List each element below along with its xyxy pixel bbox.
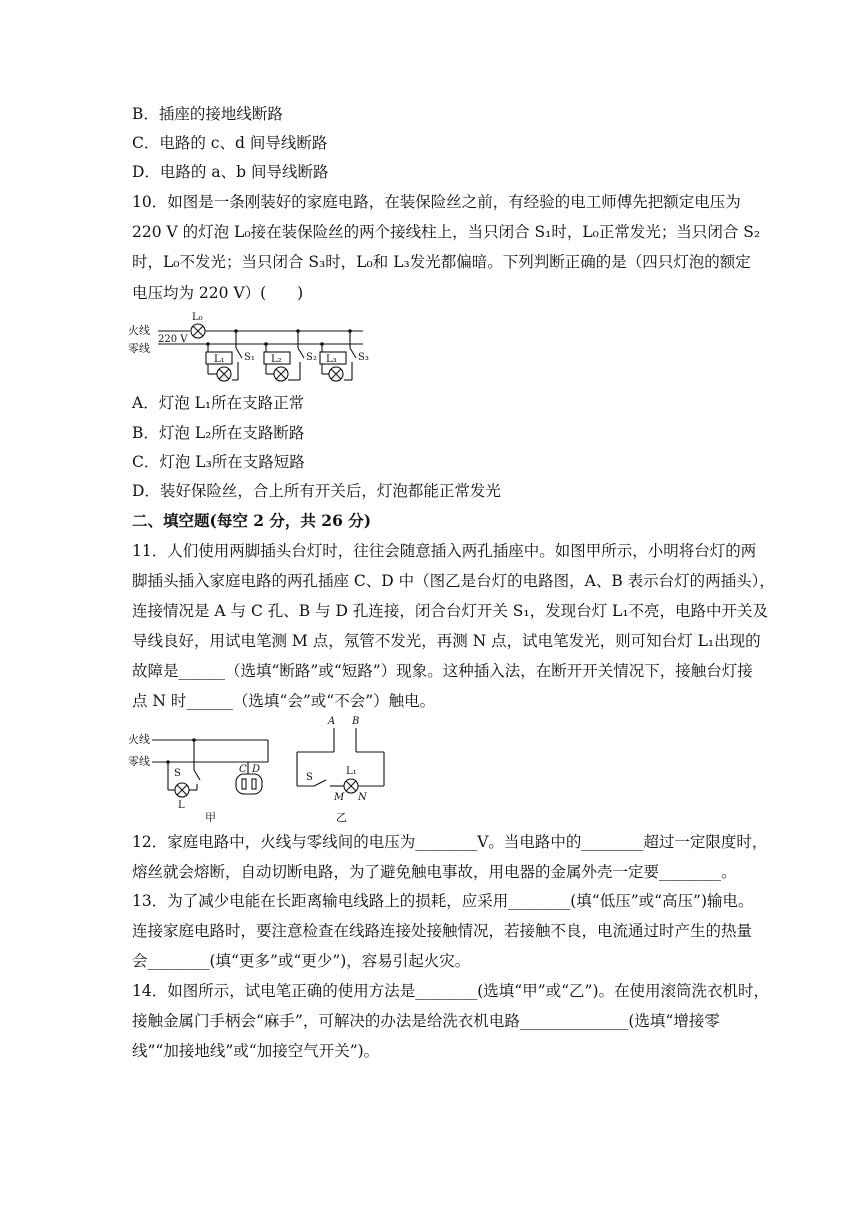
q10-stem-line-3: 时，L₀不发光；当只闭合 S₃时，L₀和 L₃发光都偏暗。下列判断正确的是（四只灯泡的额定: [132, 253, 751, 271]
yi-plug-a-label: A: [328, 716, 336, 727]
yi-plug-b-label: B: [352, 716, 360, 727]
q11-line-3: 连接情况是 A 与 C 孔、B 与 D 孔连接，闭合台灯开关 S₁，发现台灯 L₁不亮，电路中开关及: [132, 602, 769, 620]
jia-socket-d-label: D: [252, 764, 261, 775]
q11-line-1: 11．人们使用两脚插头台灯时，往往会随意插入两孔插座中。如图甲所示，小明将台灯的两: [132, 542, 757, 560]
yi-switch-label: S: [306, 772, 313, 783]
lamp-l2-label: L₂: [271, 354, 282, 365]
q9-option-d: D．电路的 a、b 间导线断路: [132, 163, 329, 181]
voltage-label: 220 V: [158, 334, 188, 345]
q9-option-c: C．电路的 c、d 间导线断路: [132, 134, 328, 152]
switch-s1-label: S₁: [244, 352, 255, 363]
q9-option-b: B．插座的接地线断路: [132, 105, 283, 123]
q10-option-d: D．装好保险丝，合上所有开关后，灯泡都能正常发光: [132, 482, 501, 500]
q13-line-2: 连接家庭电路时，要注意检查在线路连接处接触情况，若接触不良，电流通过时产生的热量: [132, 922, 753, 940]
jia-live-label: 火线: [128, 733, 150, 746]
q13-line-3: 会________(填“更多”或“更少”)，容易引起火灾。: [132, 952, 471, 970]
q10-stem-line-1: 10．如图是一条刚装好的家庭电路，在装保险丝之前，有经验的电工师傅先把额定电压为: [132, 193, 741, 211]
yi-lamp-label: L₁: [346, 766, 357, 777]
q14-line-3: 线”“加接地线”或“加接空气开关”)。: [132, 1042, 380, 1060]
q13-line-1: 13．为了减少电能在长距离输电线路上的损耗，应采用________(填“低压”或“高压”)输电。: [132, 892, 754, 910]
yi-point-n-label: N: [358, 792, 367, 803]
switch-s3-label: S₃: [358, 352, 369, 363]
q12-line-1: 12．家庭电路中，火线与零线间的电压为________V。当电路中的________超过一定限度时，: [132, 833, 768, 851]
yi-point-m-label: M: [334, 792, 345, 803]
q12-line-2: 熔丝就会熔断，自动切断电路，为了避免触电事故，用电器的金属外壳一定要________。: [132, 863, 737, 881]
q10-circuit-diagram: [128, 308, 378, 386]
jia-caption: 甲: [205, 811, 216, 824]
q14-line-2: 接触金属门手柄会“麻手”，可解决的办法是给洗衣机电路______________(选填“增接零: [132, 1012, 720, 1030]
neutral-wire-label: 零线: [128, 342, 150, 355]
section-heading: 二、填空题(每空 2 分，共 26 分): [132, 511, 372, 530]
q10-stem-line-2: 220 V 的灯泡 L₀接在装保险丝的两个接线柱上，当只闭合 S₁时，L₀正常发光；当只闭合 S₂: [132, 223, 761, 241]
lamp-l3-label: L₃: [326, 354, 337, 365]
jia-switch-label: S: [174, 768, 181, 779]
q11-line-6: 点 N 时______（选填“会”或“不会”）触电。: [132, 692, 436, 710]
q10-option-a: A．灯泡 L₁所在支路正常: [132, 394, 305, 412]
q10-option-c: C．灯泡 L₃所在支路短路: [132, 453, 305, 471]
q11-figure-jia: [128, 724, 273, 824]
q10-stem-line-4: 电压均为 220 V）( ): [132, 284, 304, 302]
q11-figure-yi: [292, 714, 392, 824]
q14-line-1: 14．如图所示，试电笔正确的使用方法是________(选填“甲”或“乙”)。在使用滚筒洗衣机时，: [132, 982, 770, 1000]
q10-option-b: B．灯泡 L₂所在支路断路: [132, 424, 305, 442]
lamp-l0-label: L₀: [192, 312, 203, 323]
jia-neutral-label: 零线: [128, 755, 150, 768]
jia-lamp-label: L: [178, 800, 185, 811]
q11-line-2: 脚插头插入家庭电路的两孔插座 C、D 中（图乙是台灯的电路图，A、B 表示台灯的两插头），: [132, 572, 775, 590]
switch-s2-label: S₂: [306, 352, 317, 363]
q11-line-5: 故障是______（选填“断路”或“短路”）现象。这种插入法，在断开开关情况下，接触台灯接: [132, 662, 753, 680]
live-wire-label: 火线: [128, 324, 150, 337]
jia-socket-c-label: C: [239, 764, 247, 775]
q11-line-4: 导线良好，用试电笔测 M 点，氖管不发光，再测 N 点，试电笔发光，则可知台灯 L₁出现的: [132, 632, 761, 650]
lamp-l1-label: L₁: [214, 354, 225, 365]
yi-caption: 乙: [336, 811, 347, 824]
